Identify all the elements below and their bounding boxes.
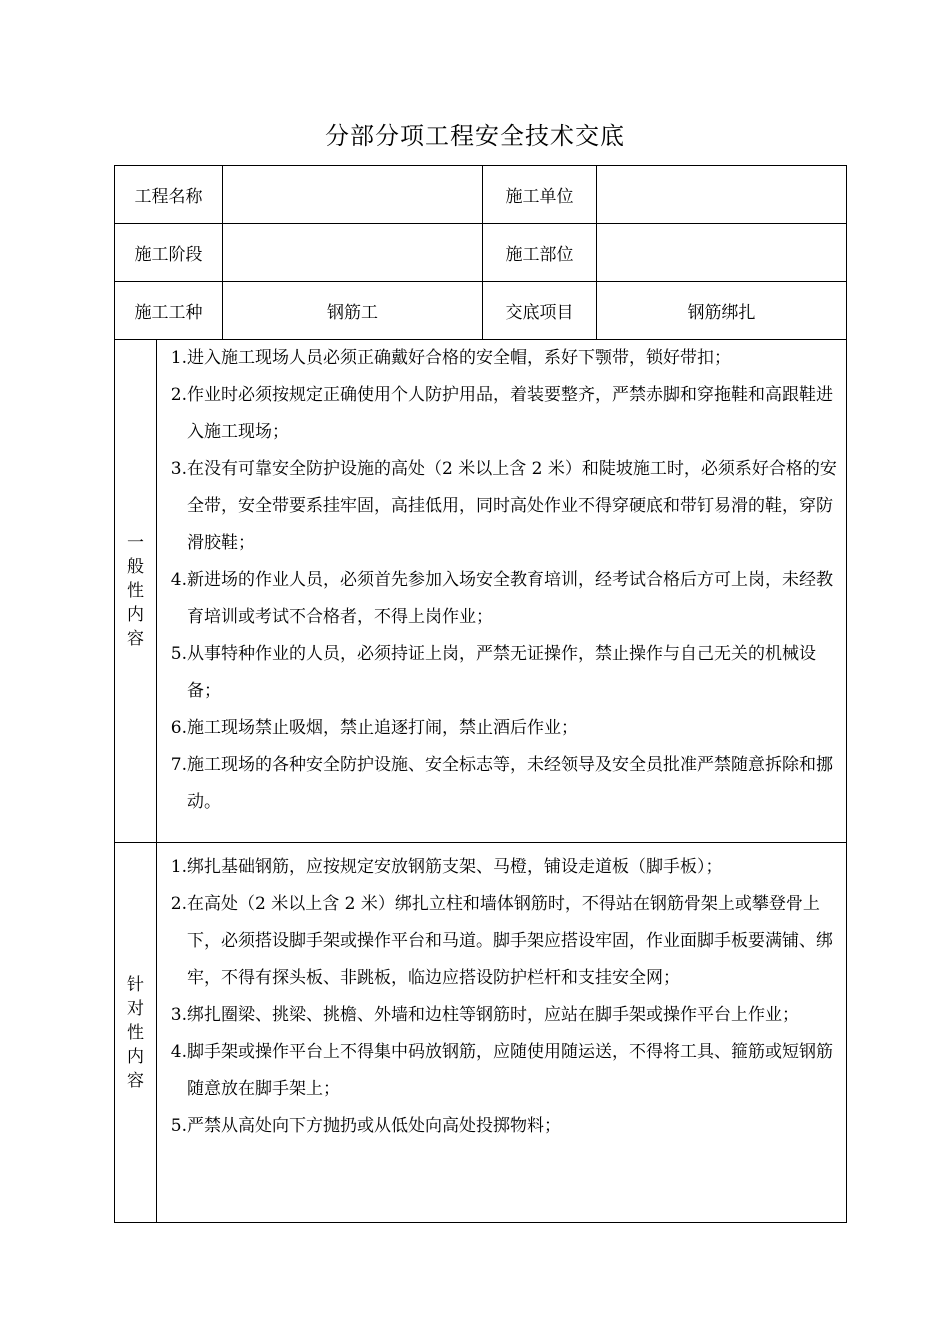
list-item: 7.施工现场的各种安全防护设施、安全标志等，未经领导及安全员批准严禁随意拆除和挪动。 bbox=[170, 755, 833, 812]
list-item: 1.进入施工现场人员必须正确戴好合格的安全帽，系好下颚带，锁好带扣； bbox=[170, 348, 731, 368]
row-construction-stage bbox=[115, 224, 847, 282]
section-general bbox=[115, 340, 847, 843]
list-item: 2.作业时必须按规定正确使用个人防护用品，着装要整齐，严禁赤脚和穿拖鞋和高跟鞋进入施工现场； bbox=[170, 385, 833, 442]
specific-content bbox=[157, 843, 847, 1223]
general-section-label: 一般性内容 bbox=[115, 340, 157, 843]
label-project-name: 工程名称 bbox=[115, 166, 223, 224]
label-work-type: 施工工种 bbox=[115, 282, 223, 340]
list-item: 4.新进场的作业人员，必须首先参加入场安全教育培训，经考试合格后方可上岗，未经教育培训或考试不合格者，不得上岗作业； bbox=[170, 570, 833, 627]
list-item: 6.施工现场禁止吸烟，禁止追逐打闹，禁止酒后作业； bbox=[170, 718, 578, 738]
value-construction-stage bbox=[223, 224, 483, 282]
list-item: 3.在没有可靠安全防护设施的高处（2 米以上含 2 米）和陡坡施工时，必须系好合格的安全带，安全带要系挂牢固，高挂低用，同时高处作业不得穿硬底和带钉易滑的鞋，穿防滑胶鞋； bbox=[170, 459, 837, 553]
row-work-type bbox=[115, 282, 847, 340]
general-content bbox=[157, 340, 847, 843]
safety-briefing-table bbox=[114, 165, 847, 1223]
list-item: 1.绑扎基础钢筋，应按规定安放钢筋支架、马橙，铺设走道板（脚手板）； bbox=[170, 857, 723, 877]
label-briefing-item: 交底项目 bbox=[483, 282, 597, 340]
label-construction-stage: 施工阶段 bbox=[115, 224, 223, 282]
value-project-name bbox=[223, 166, 483, 224]
specific-section-label: 针对性内容 bbox=[115, 843, 157, 1223]
list-item: 5.严禁从高处向下方抛扔或从低处向高处投掷物料； bbox=[170, 1116, 561, 1136]
row-project-name bbox=[115, 166, 847, 224]
value-construction-unit bbox=[597, 166, 847, 224]
list-item: 3.绑扎圈梁、挑梁、挑檐、外墙和边柱等钢筋时，应站在脚手架或操作平台上作业； bbox=[170, 1005, 799, 1025]
value-briefing-item: 钢筋绑扎 bbox=[597, 282, 847, 340]
label-construction-unit: 施工单位 bbox=[483, 166, 597, 224]
list-item: 4.脚手架或操作平台上不得集中码放钢筋，应随使用随运送，不得将工具、箍筋或短钢筋随意放在脚手架上； bbox=[170, 1042, 833, 1099]
value-work-type: 钢筋工 bbox=[223, 282, 483, 340]
section-specific bbox=[115, 843, 847, 1223]
list-item: 2.在高处（2 米以上含 2 米）绑扎立柱和墙体钢筋时，不得站在钢筋骨架上或攀登骨上下，必须搭设脚手架或操作平台和马道。脚手架应搭设牢固，作业面脚手板要满铺、绑牢，不得有探头板、非跳板，临边应搭设防护栏杆和支挂安全网； bbox=[170, 894, 833, 988]
value-construction-part bbox=[597, 224, 847, 282]
document-title: 分部分项工程安全技术交底 bbox=[325, 122, 625, 150]
list-item: 5.从事特种作业的人员，必须持证上岗，严禁无证操作，禁止操作与自己无关的机械设备； bbox=[170, 644, 816, 701]
label-construction-part: 施工部位 bbox=[483, 224, 597, 282]
